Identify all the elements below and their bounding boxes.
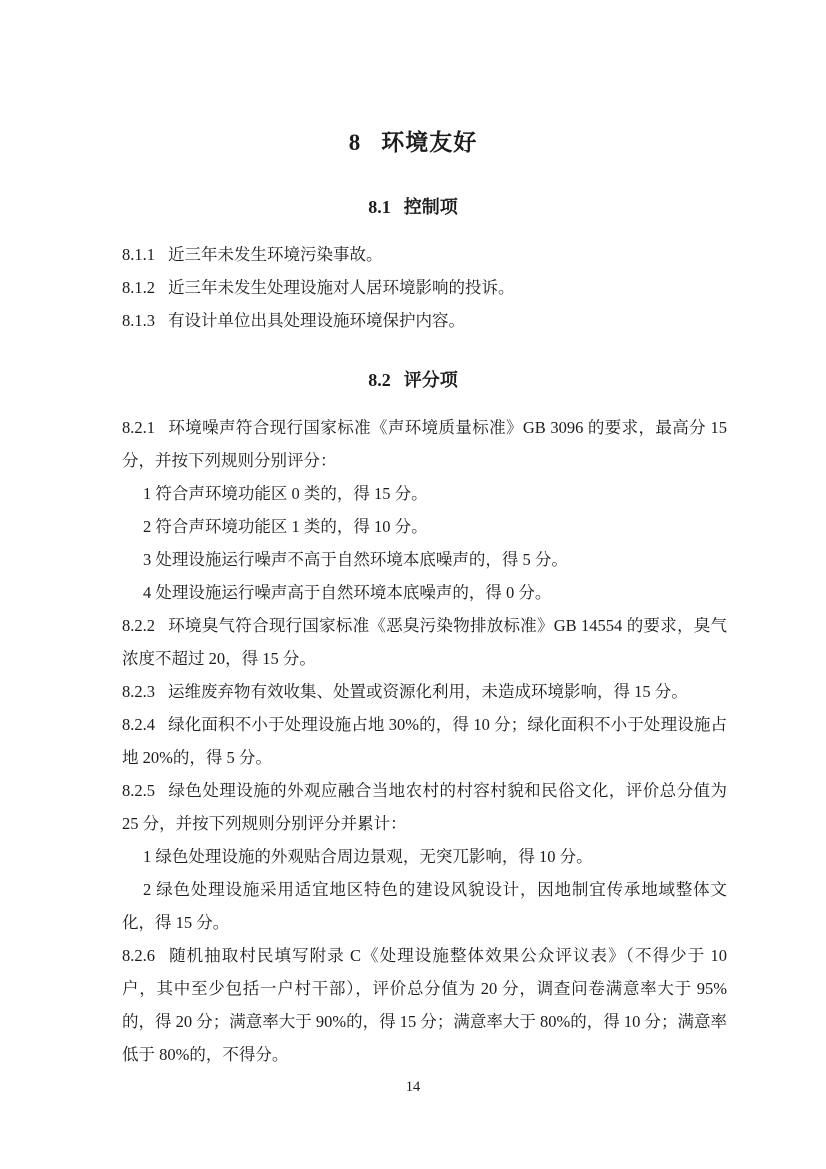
clause-text: 运维废弃物有效收集、处置或资源化利用，未造成环境影响，得 15 分。 xyxy=(168,682,688,701)
clause-8-1-2 xyxy=(122,271,727,304)
page-number: 14 xyxy=(405,1079,421,1095)
section-heading-8-1 xyxy=(0,194,826,220)
chapter-title-text: 环境友好 xyxy=(381,130,478,155)
clause-number: 8.2.5 xyxy=(122,781,155,800)
section-number: 8.1 xyxy=(368,197,391,217)
section-number: 8.2 xyxy=(368,370,391,390)
clause-8-2-4 xyxy=(122,708,727,774)
clause-number: 8.1.2 xyxy=(122,278,155,297)
clause-text: 随机抽取村民填写附录 C《处理设施整体效果公众评议表》（不得少于 10 户，其中至少包括一户村干部），评价总分值为 20 分，调查问卷满意率大于 95%的，得 20 分；满意率大于 90%的，得 15 分；满意率大于 80%的，得 10 分；满意率低于 80%的，不得分。 xyxy=(122,946,727,1064)
clause-8-1-1 xyxy=(122,238,727,271)
clause-number: 8.2.2 xyxy=(122,616,155,635)
chapter-title xyxy=(0,128,826,158)
clause-number: 8.2.6 xyxy=(122,946,155,965)
chapter-number: 8 xyxy=(348,130,362,155)
clause-number: 8.1.3 xyxy=(122,311,155,330)
clause-8-1-3 xyxy=(122,304,727,337)
section-scoring-items xyxy=(122,367,727,1071)
subitem-8-2-1-1: 1 符合声环境功能区 0 类的，得 15 分。 xyxy=(143,484,428,503)
clause-8-2-5 xyxy=(122,774,727,840)
section-control-items xyxy=(122,194,727,337)
clause-8-2-6 xyxy=(122,939,727,1071)
clause-text: 环境噪声符合现行国家标准《声环境质量标准》GB 3096 的要求，最高分 15 分，并按下列规则分别评分： xyxy=(122,418,727,470)
clause-number: 8.2.4 xyxy=(122,715,155,734)
section-heading-8-2 xyxy=(0,367,826,393)
subitem-8-2-5-1: 1 绿色处理设施的外观贴合周边景观，无突兀影响，得 10 分。 xyxy=(143,847,593,866)
subitem-8-2-1-4: 4 处理设施运行噪声高于自然环境本底噪声的，得 0 分。 xyxy=(143,583,552,602)
clause-text: 近三年未发生处理设施对人居环境影响的投诉。 xyxy=(168,278,515,297)
clause-number: 8.2.3 xyxy=(122,682,155,701)
clause-8-2-3 xyxy=(122,675,727,708)
section-title-text: 控制项 xyxy=(403,197,458,217)
clause-text: 绿色处理设施的外观应融合当地农村的村容村貌和民俗文化，评价总分值为 25 分，并按下列规则分别评分并累计： xyxy=(122,781,727,833)
clause-text: 绿化面积不小于处理设施占地 30%的，得 10 分；绿化面积不小于处理设施占地 20%的，得 5 分。 xyxy=(122,715,727,767)
section-title-text: 评分项 xyxy=(403,370,458,390)
clause-text: 环境臭气符合现行国家标准《恶臭污染物排放标准》GB 14554 的要求，臭气浓度不超过 20，得 15 分。 xyxy=(122,616,727,668)
subitem-8-2-1-2: 2 符合声环境功能区 1 类的，得 10 分。 xyxy=(143,517,428,536)
subitem-8-2-5-2: 2 绿色处理设施采用适宜地区特色的建设风貌设计，因地制宜传承地域整体文化，得 15 分。 xyxy=(122,880,727,932)
clause-text: 近三年未发生环境污染事故。 xyxy=(168,245,383,264)
clause-number: 8.2.1 xyxy=(122,418,155,437)
clause-text: 有设计单位出具处理设施环境保护内容。 xyxy=(168,311,465,330)
clause-number: 8.1.1 xyxy=(122,245,155,264)
subitem-8-2-1-3: 3 处理设施运行噪声不高于自然环境本底噪声的，得 5 分。 xyxy=(143,550,568,569)
clause-8-2-1 xyxy=(122,411,727,477)
clause-8-2-2 xyxy=(122,609,727,675)
